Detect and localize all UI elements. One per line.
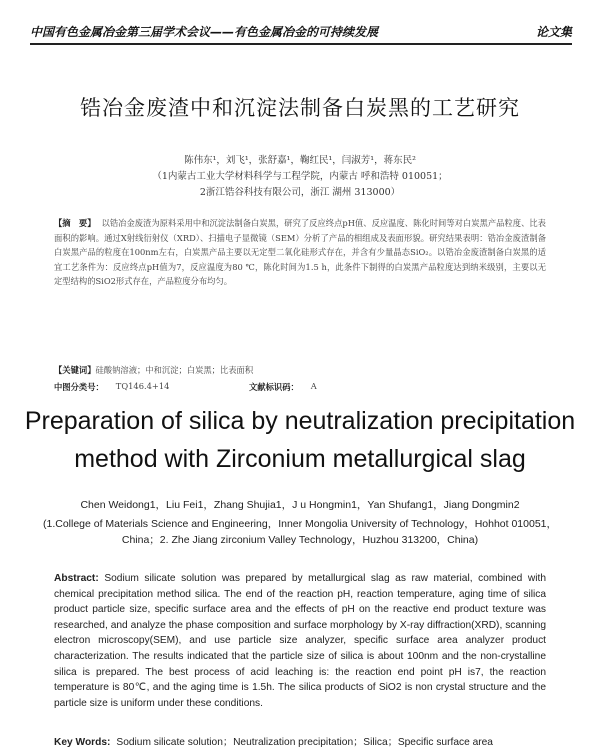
keywords-chinese-text: 硅酸钠溶液；中和沉淀；白炭黑；比表面积: [95, 365, 254, 375]
document-code-value: A: [310, 381, 317, 391]
abstract-chinese: [54, 216, 546, 289]
paper-title-english-line-1: Preparation of silica by neutralization precipitation: [24, 407, 576, 435]
affiliation-english-line-2: China；2. Zhe Jiang zirconium Valley Technology，Huzhou 313200，China): [121, 534, 479, 546]
classification-row: [54, 381, 546, 393]
affiliation-chinese-line-1: （1内蒙古工业大学材料科学与工程学院，内蒙古 呼和浩特 010051；: [152, 171, 448, 182]
paper-title-english-line-2: method with Zirconium metallurgical slag: [74, 445, 526, 473]
clc-label: 中图分类号：: [54, 382, 104, 392]
running-header: [30, 14, 572, 45]
authors-english: Chen Weidong1，Liu Fei1，Zhang Shujia1，J u Hongmin1，Yan Shufang1，Jiang Dongmin2: [80, 499, 520, 511]
keywords-english: [54, 733, 546, 748]
abstract-chinese-label: 【摘 要】: [54, 218, 96, 228]
header-conference-title: 中国有色金属冶金第三届学术会议——有色金属冶金的可持续发展: [30, 25, 379, 39]
header-section-label: 论文集: [535, 25, 572, 39]
paper-title-chinese: 锆冶金废渣中和沉淀法制备白炭黑的工艺研究: [80, 96, 520, 120]
keywords-chinese-label: 【关键词】: [54, 365, 96, 375]
keywords-english-label: Key Words:: [54, 737, 111, 748]
document-code-label: 文献标识码：: [249, 382, 299, 392]
keywords-chinese: [54, 364, 546, 376]
paper-title-english: [20, 402, 580, 478]
keywords-english-text: Sodium silicate solution；Neutralization precipitation；Silica；Specific surface area: [116, 737, 493, 748]
clc-value: TQ146.4+14: [115, 381, 170, 391]
abstract-english-label: Abstract:: [54, 573, 99, 584]
abstract-english: [54, 571, 546, 711]
authors-chinese: 陈伟东¹，刘飞¹，张舒嘉¹，鞠红民¹，闫淑芳¹，蒋东民²: [184, 155, 416, 166]
affiliation-chinese-line-2: 2浙江锆谷科技有限公司，浙江 湖州 313000）: [199, 187, 401, 198]
abstract-english-text: Sodium silicate solution was prepared by metallurgical slag as raw material, combined with chemical precipitation method silica. The end of the reaction pH, reaction temperature, aging time of silica product particle size, specific surface area and the effects of pH on the reactive end product texture was researched, and analyze the phase composition and surface morphology by X-ray diffraction(XRD), scanning electron microscopy(SEM), and use particle size analyzer, specific surface area analyzer product characterization. The results indicated that the particle size of silica is about 100nm and the non-crystalline silica is prepared. The best process of acid leaching is: the reaction end point pH is7, the reaction temperature is 80℃, and the aging time is 1.5h. The silica products of SiO2 is non crystal structure and the particle size is uniform under these conditions.: [54, 573, 546, 709]
affiliation-english-line-1: (1.College of Materials Science and Engineering，Inner Mongolia University of Technology，Hohhot 010051，: [42, 518, 558, 530]
abstract-chinese-text: 以锆冶金废渣为原料采用中和沉淀法制备白炭黑，研究了反应终点pH值、反应温度、陈化时间等对白炭黑产品粒度、比表面积的影响。通过X射线衍射仪（XRD）、扫描电子显微镜（SEM）分析了产品的相组成及表面形貌。研究结果表明：锆冶金废渣制备白炭黑产品的粒度在100nm左右，白炭黑产品主要以无定型二氧化硅形式存在，并含有少量晶态SiO₂。以锆冶金废渣制备白炭黑的适宜工艺条件为：反应终点pH值为7，反应温度为80 ℃，陈化时间为1.5 h，此条件下制得的白炭黑产品粒度达到纳米级别，主要以无定型结构的SiO2形式存在，产品粒度分布均匀。: [54, 218, 546, 286]
